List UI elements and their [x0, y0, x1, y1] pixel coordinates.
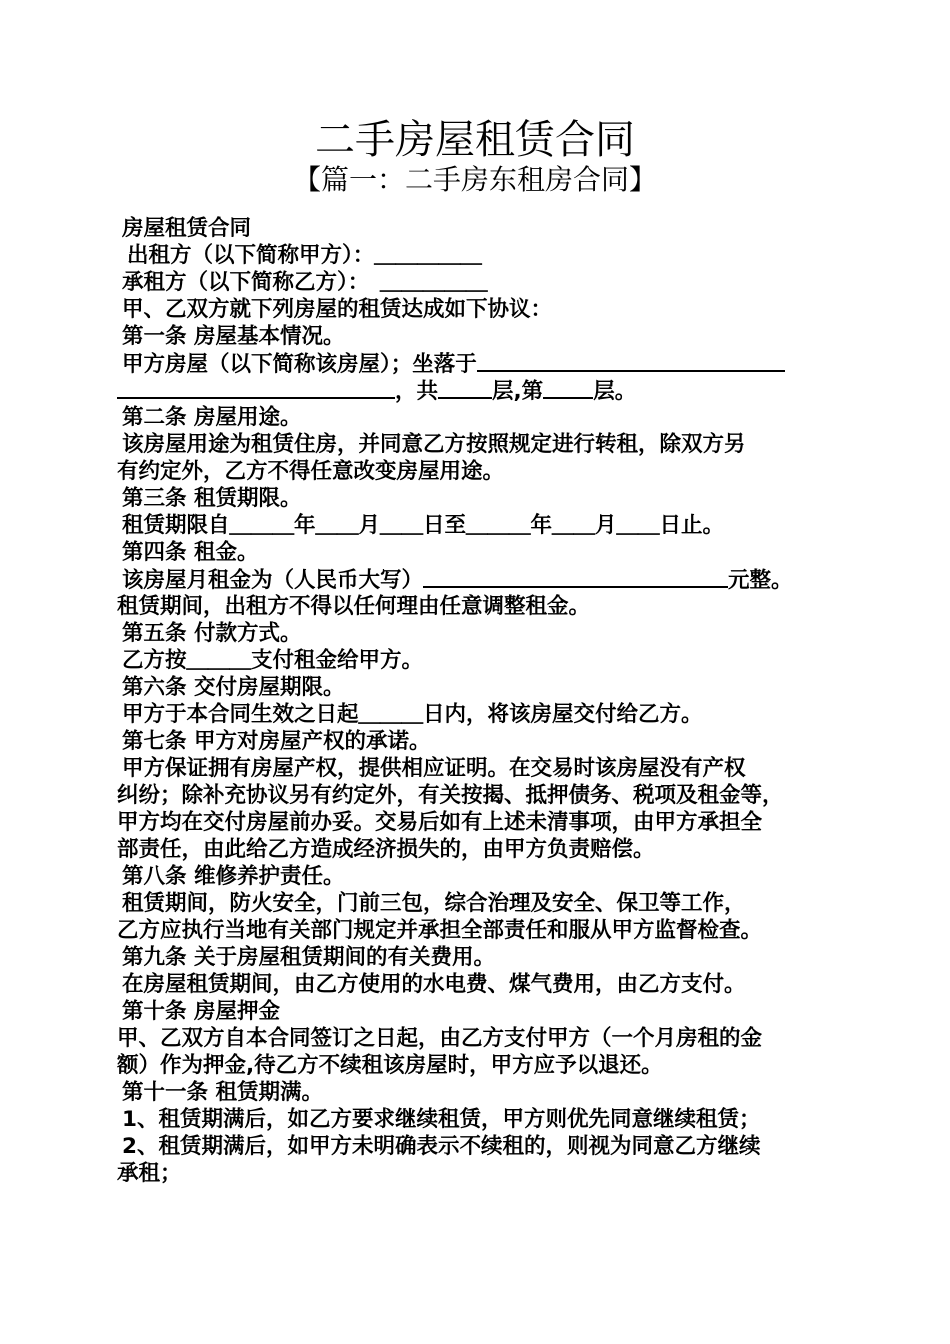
article-5-heading: 第五条 付款方式。	[122, 621, 302, 646]
lessee-line: 承租方（以下简称乙方）： ＿＿＿＿＿	[122, 270, 488, 295]
article-11-heading: 第十一条 租赁期满。	[122, 1080, 323, 1105]
article-6-heading: 第六条 交付房屋期限。	[122, 675, 345, 700]
article-10-text: 甲、乙双方自本合同签订之日起，由乙方支付甲方（一个月房租的金	[117, 1026, 763, 1051]
article-2-text: 该房屋用途为租赁住房，并同意乙方按照规定进行转租，除双方另	[122, 432, 746, 457]
article-4-rent-line: 该房屋月租金为（人民币大写） 元整。	[122, 568, 793, 593]
contract-body	[117, 215, 837, 1187]
article-1-floor-line: ，共 层,第 层。	[117, 377, 837, 404]
article-11-item-2: 承租；	[117, 1161, 182, 1186]
article-2-heading: 第二条 房屋用途。	[122, 405, 302, 430]
article-1-location-line	[117, 350, 837, 377]
article-11-item-2: 2、租赁期满后，如甲方未明确表示不续租的，则视为同意乙方继续	[122, 1134, 761, 1159]
agreement-intro: 甲、乙双方就下列房屋的租赁达成如下协议：	[122, 297, 553, 322]
article-7-text: 甲方保证拥有房屋产权，提供相应证明。在交易时该房屋没有产权	[122, 756, 746, 781]
rent-amount-blank	[423, 566, 728, 588]
article-6-text: 甲方于本合同生效之日起＿＿＿日内，将该房屋交付给乙方。	[122, 702, 703, 727]
article-3-text: 租赁期限自＿＿＿年＿＿月＿＿日至＿＿＿年＿＿月＿＿日止。	[122, 513, 725, 538]
article-8-heading: 第八条 维修养护责任。	[122, 864, 345, 889]
contract-heading: 房屋租赁合同	[122, 216, 252, 241]
location-label: 甲方房屋（以下简称该房屋）；坐落于	[122, 352, 477, 377]
floor-number-blank	[543, 377, 593, 399]
article-7-text: 部责任，由此给乙方造成经济损失的，由甲方负责赔偿。	[117, 837, 655, 862]
article-7-text: 甲方均在交付房屋前办妥。交易后如有上述未清事项，由甲方承担全	[117, 810, 763, 835]
document-subtitle: 【篇一：二手房东租房合同】	[292, 163, 657, 196]
address-blank	[117, 377, 395, 399]
article-7-text: 纠纷；除补充协议另有约定外，有关按揭、抵押债务、税项及租金等，	[117, 783, 784, 808]
article-8-text: 乙方应执行当地有关部门规定并承担全部责任和服从甲方监督检查。	[117, 918, 763, 943]
article-9-text: 在房屋租赁期间，由乙方使用的水电费、煤气费用，由乙方支付。	[122, 972, 746, 997]
article-10-heading: 第十条 房屋押金	[122, 999, 280, 1024]
article-11-item-1: 1、租赁期满后，如乙方要求继续租赁，甲方则优先同意继续租赁；	[122, 1107, 761, 1132]
article-3-heading: 第三条 租赁期限。	[122, 486, 302, 511]
article-5-text: 乙方按＿＿＿支付租金给甲方。	[122, 648, 424, 673]
article-2-text: 有约定外，乙方不得任意改变房屋用途。	[117, 459, 505, 484]
article-9-heading: 第九条 关于房屋租赁期间的有关费用。	[122, 945, 495, 970]
article-7-heading: 第七条 甲方对房屋产权的承诺。	[122, 729, 431, 754]
article-10-text: 额）作为押金,待乙方不续租该房屋时，甲方应予以退还。	[117, 1053, 663, 1078]
document-title: 二手房屋租赁合同	[315, 117, 635, 163]
article-8-text: 租赁期间，防火安全，门前三包，综合治理及安全、保卫等工作，	[122, 891, 746, 916]
total-floors-blank	[438, 377, 492, 399]
location-blank	[477, 350, 785, 372]
article-4-text: 租赁期间，出租方不得以任何理由任意调整租金。	[117, 594, 591, 619]
article-1-heading: 第一条 房屋基本情况。	[122, 324, 345, 349]
article-4-heading: 第四条 租金。	[122, 540, 259, 565]
lessor-line: 出租方（以下简称甲方）：＿＿＿＿＿	[127, 243, 482, 268]
